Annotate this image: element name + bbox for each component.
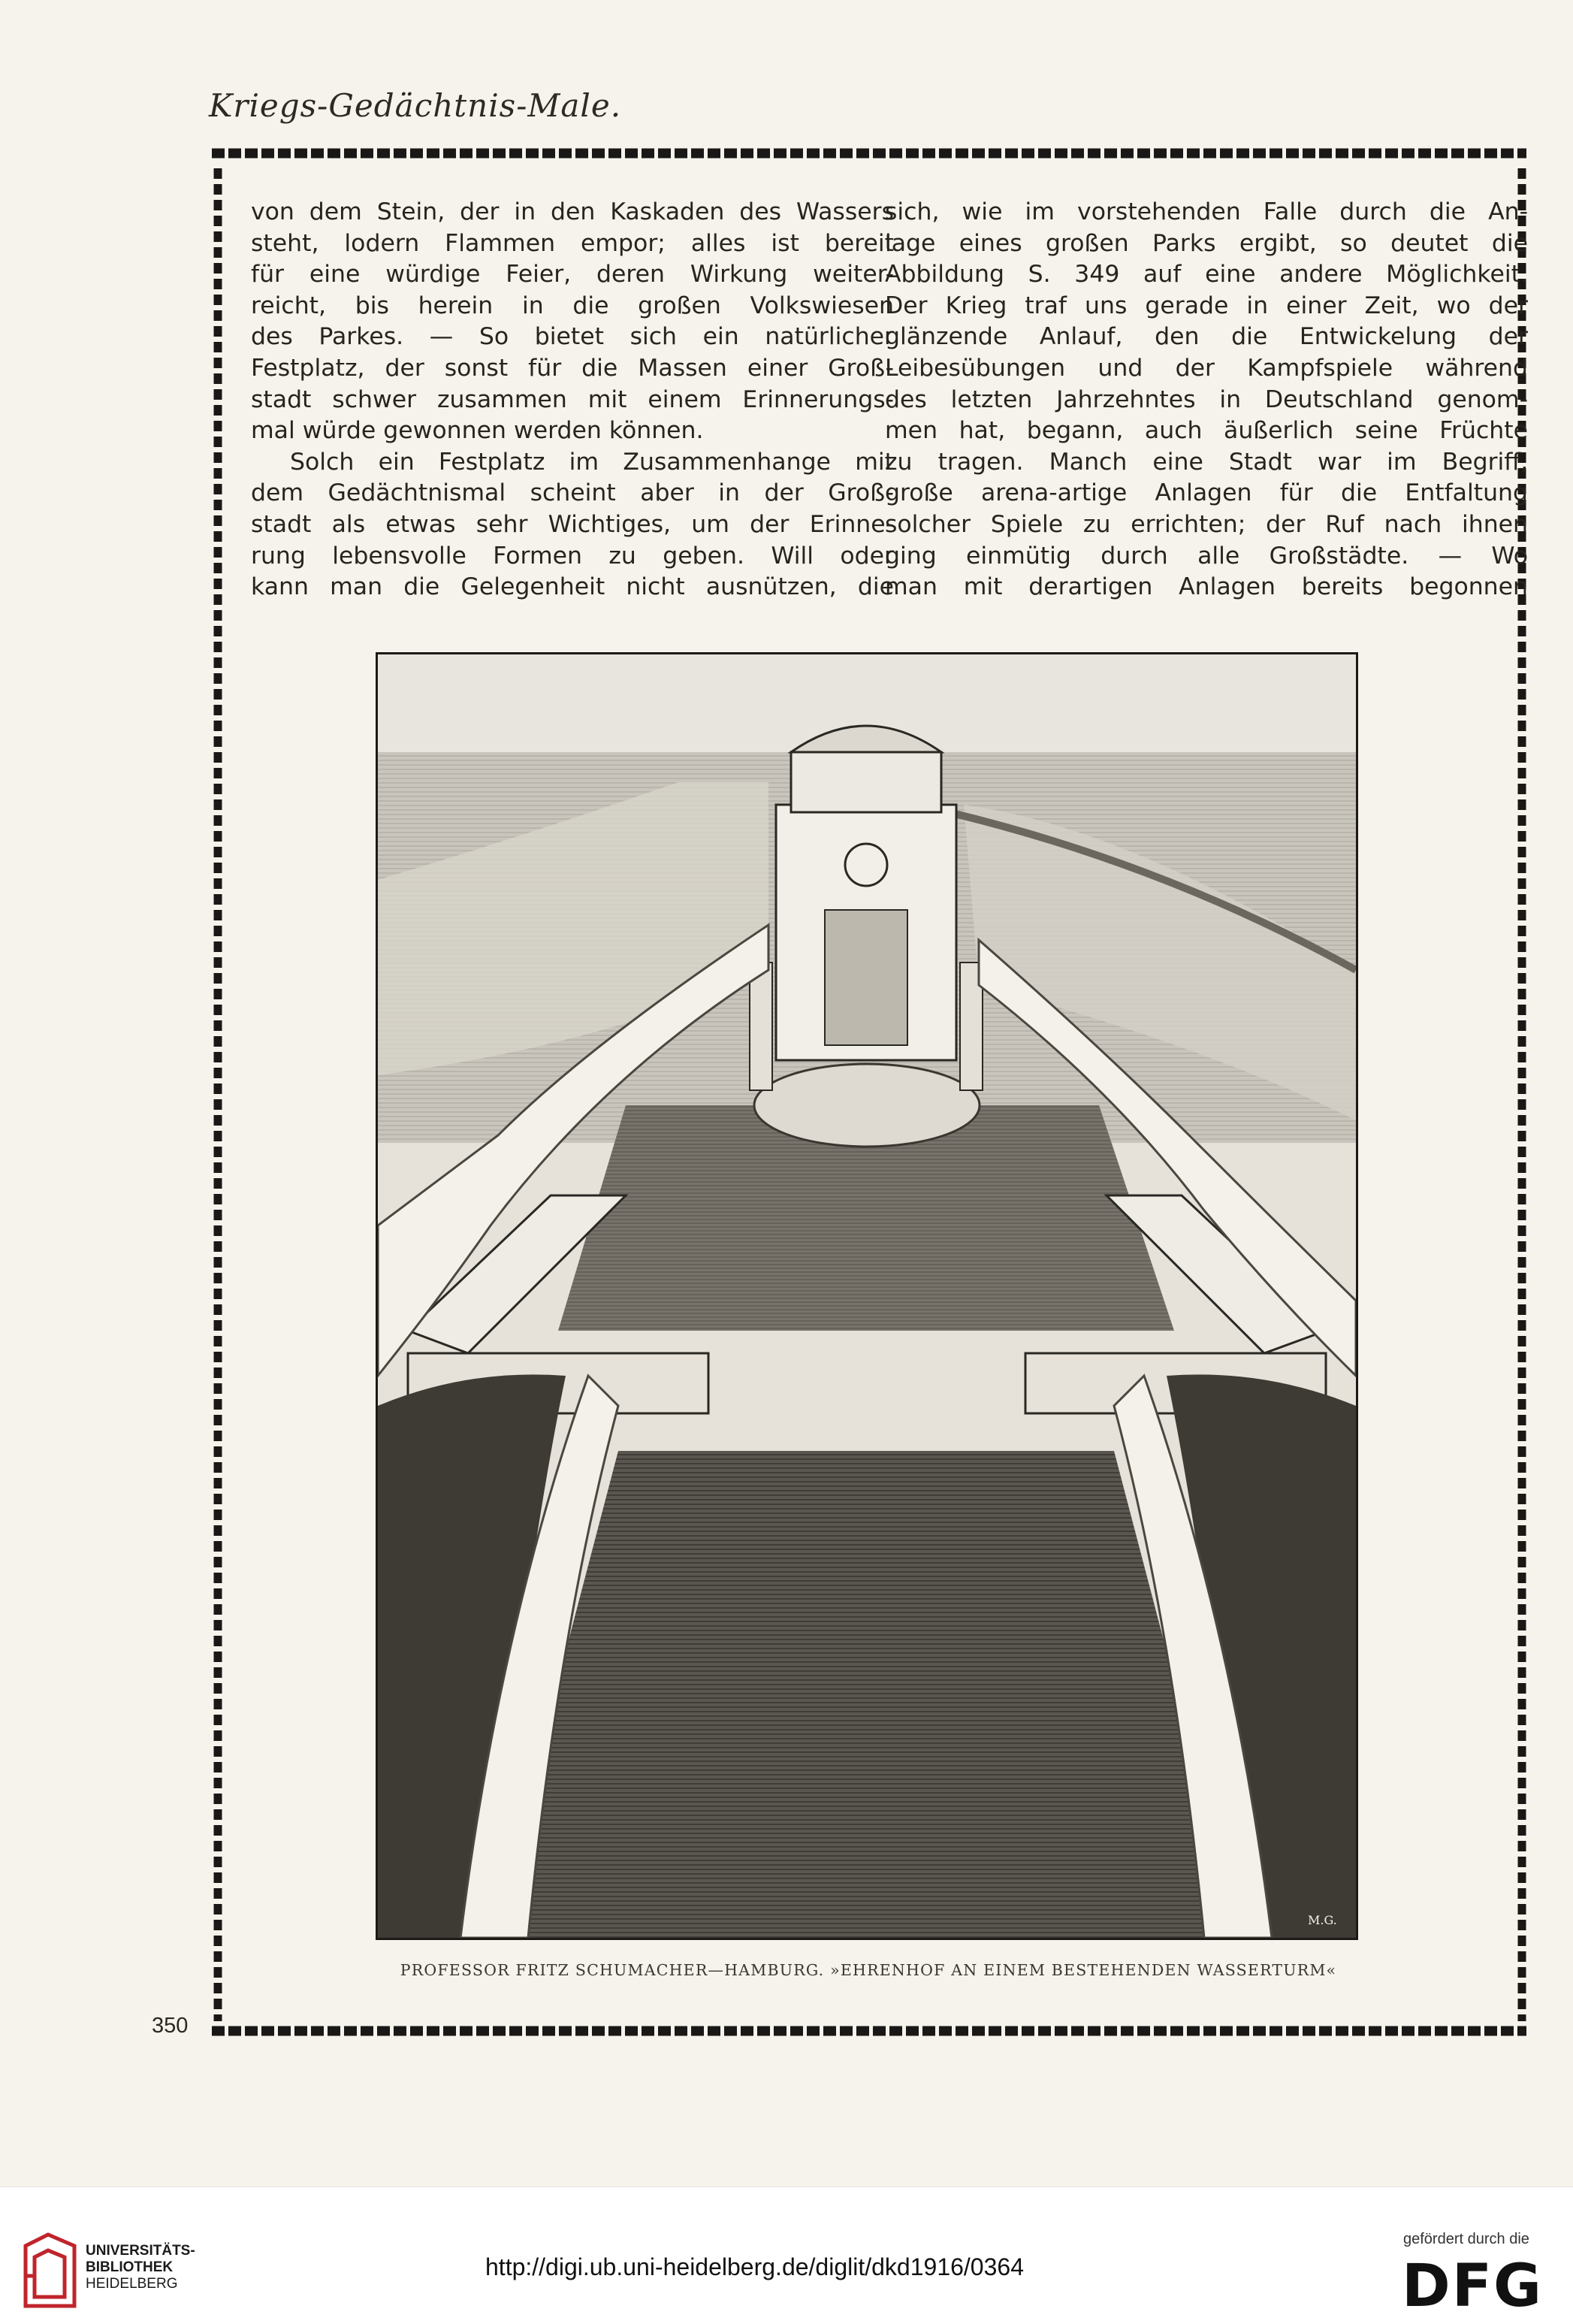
text-line: solcher Spiele zu errichten; der Ruf nach ihnen (885, 510, 1528, 538)
text-line: kann man die Gelegenheit nicht ausnützen, die (251, 573, 894, 601)
text-line: Solch ein Festplatz im Zusammenhange mit (290, 448, 894, 476)
dfg-logo: DFG (1402, 2253, 1544, 2320)
text-line: man mit derartigen Anlagen bereits begonnen (885, 573, 1528, 601)
text-line: sich, wie im vorstehenden Falle durch die An- (885, 198, 1528, 225)
document-url-link[interactable]: http://digi.ub.uni-heidelberg.de/diglit/dkd1916/0364 (485, 2253, 1024, 2280)
page-number: 350 (152, 2014, 189, 2038)
text-line: zu tragen. Manch eine Stadt war im Begriff, (885, 448, 1528, 476)
text-line: von dem Stein, der in den Kaskaden des Wassers (251, 198, 894, 225)
running-header: Kriegs-Gedächtnis-Male. (209, 87, 622, 124)
text-line: reicht, bis herein in die großen Volkswiesen (251, 292, 894, 319)
text-line: stadt als etwas sehr Wichtiges, um der Erinne- (251, 510, 894, 538)
viewer-footer (0, 2186, 1573, 2324)
artist-monogram: M.G. (1308, 1913, 1337, 1927)
library-name-line: HEIDELBERG (86, 2276, 178, 2292)
text-line: des Parkes. — So bietet sich ein natürlicher (251, 323, 894, 351)
text-column-right (885, 197, 1528, 603)
text-line: steht, lodern Flammen empor; alles ist bereit (251, 229, 894, 257)
text-line: rung lebensvolle Formen zu geben. Will oder (251, 542, 894, 570)
memorial-court-drawing (376, 652, 1358, 1940)
university-library-logo-icon (18, 2231, 78, 2313)
text-line: stadt schwer zusammen mit einem Erinnerungs- (251, 385, 894, 413)
text-line: Der Krieg traf uns gerade in einer Zeit, wo der (885, 292, 1528, 319)
text-line: men hat, begann, auch äußerlich seine Früchte (885, 417, 1528, 445)
text-line: mal würde gewonnen werden können. (251, 417, 704, 445)
funding-note: gefördert durch die (1403, 2231, 1529, 2247)
library-name-line: BIBLIOTHEK (86, 2259, 174, 2275)
text-line: glänzende Anlauf, den die Entwickelung der (885, 323, 1528, 351)
text-line: Festplatz, der sonst für die Massen einer Groß- (251, 354, 894, 382)
library-name-line: UNIVERSITÄTS- (86, 2243, 195, 2259)
text-line: für eine würdige Feier, deren Wirkung weiter- (251, 261, 894, 289)
text-line: lage eines großen Parks ergibt, so deutet die (885, 229, 1528, 257)
figure-caption: PROFESSOR FRITZ SCHUMACHER—HAMBURG. »EHRENHOF AN EINEM BESTEHENDEN WASSERTURM« (400, 1961, 1337, 1979)
library-name (86, 2243, 195, 2292)
text-line: Leibesübungen und der Kampfspiele während (885, 354, 1528, 382)
text-line: Abbildung S. 349 auf eine andere Möglichkeit. (885, 261, 1528, 289)
text-line: ging einmütig durch alle Großstädte. — Wo (885, 542, 1528, 570)
text-line: dem Gedächtnismal scheint aber in der Groß- (251, 479, 894, 507)
text-line: große arena-artige Anlagen für die Entfaltung (885, 479, 1528, 507)
text-line: des letzten Jahrzehntes in Deutschland genom- (885, 385, 1528, 413)
text-column-left (251, 197, 894, 603)
